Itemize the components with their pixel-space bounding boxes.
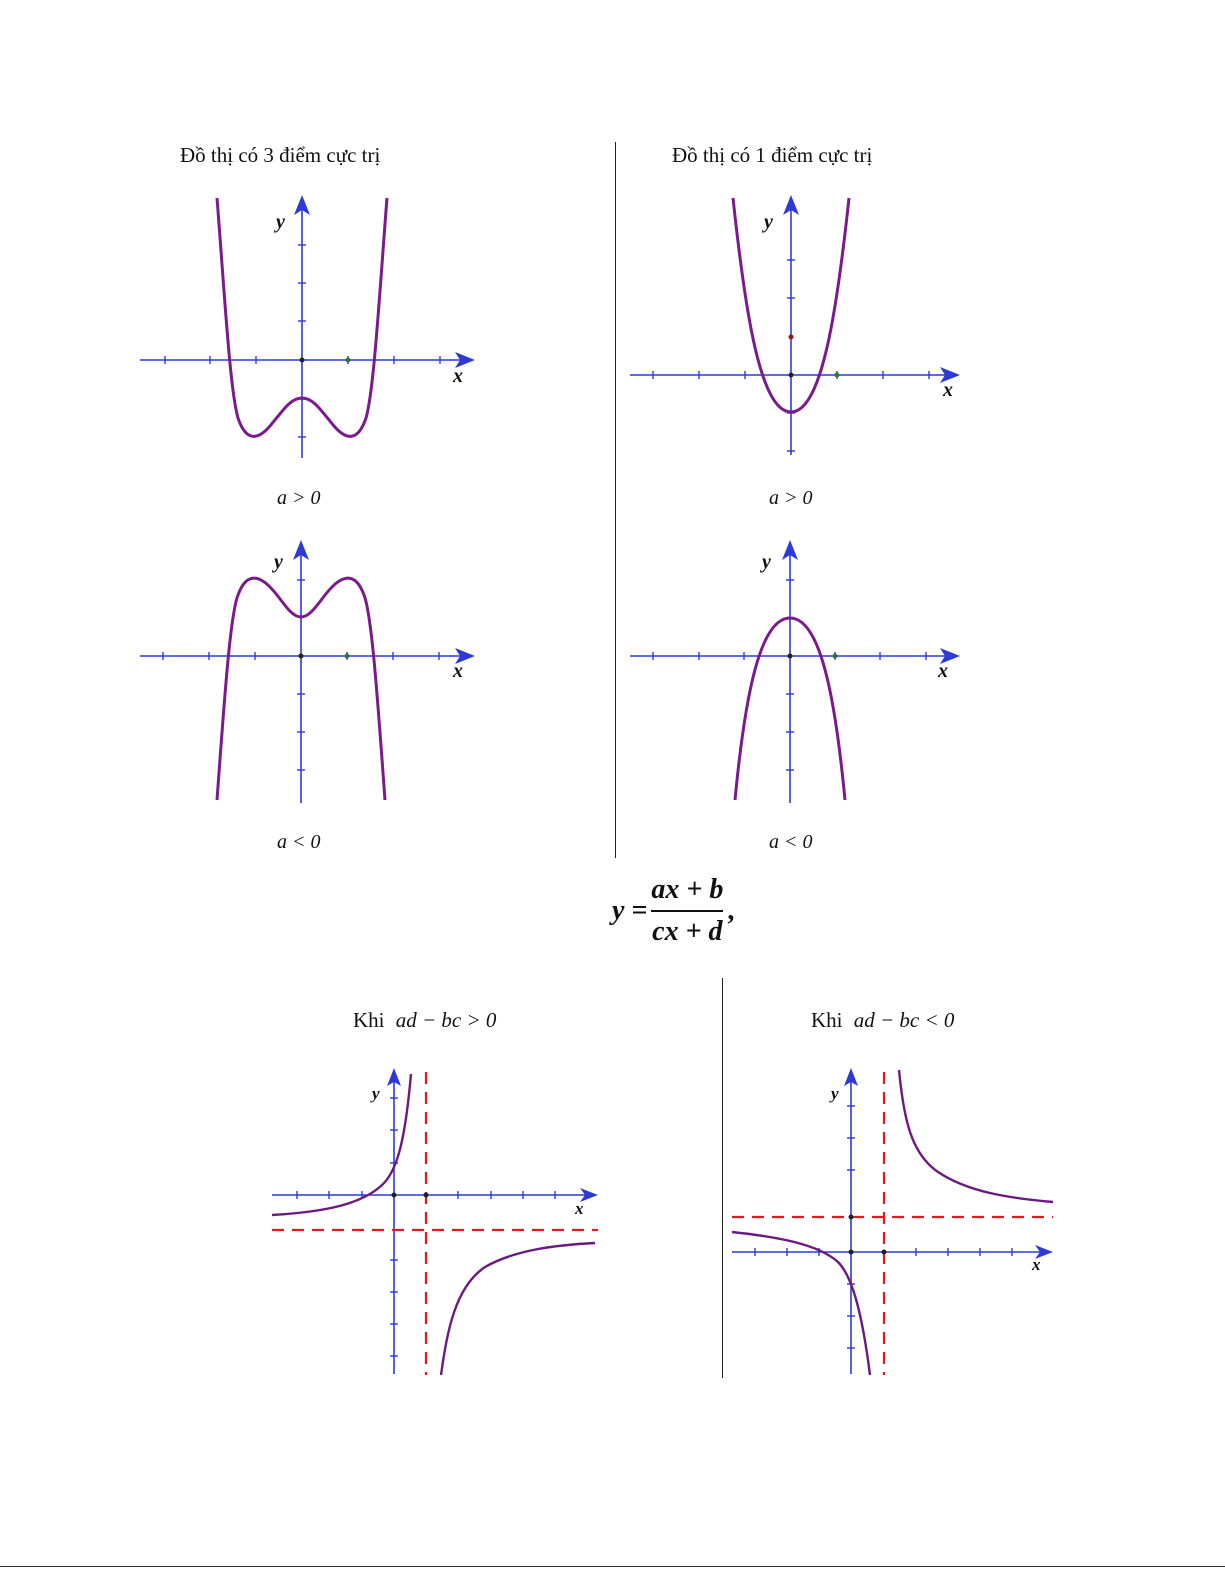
unit-point-dot (835, 373, 840, 378)
origin-dot (789, 373, 794, 378)
formula-numerator: ax + b (651, 874, 724, 905)
heading-condition: ad − bc > 0 (395, 1008, 497, 1032)
page-bottom-rule (0, 1566, 1225, 1567)
y-axis-label: y (762, 551, 771, 573)
heading-prefix: Khi (353, 1008, 385, 1032)
heading-three-extrema: Đồ thị có 3 điểm cực trị (180, 143, 381, 167)
condition-a-positive-right: a > 0 (769, 487, 813, 509)
graph-hyperbola-ad-bc-negative (728, 1062, 1068, 1377)
heading-ad-bc-positive (353, 1008, 496, 1033)
y-axis-label: y (831, 1084, 839, 1103)
y-axis-label: y (276, 211, 285, 233)
origin-dot (299, 654, 304, 659)
hyperbola-right-branch (899, 1070, 1053, 1202)
condition-a-negative-right: a < 0 (769, 831, 813, 853)
y-axis-label: y (274, 551, 283, 573)
hyperbola-right-branch (441, 1243, 595, 1375)
heading-condition: ad − bc < 0 (853, 1008, 955, 1032)
formula-lhs: y = (612, 895, 648, 926)
heading-ad-bc-negative (811, 1008, 954, 1033)
x-axis-label: x (453, 660, 463, 682)
condition-a-positive-left: a > 0 (277, 487, 321, 509)
x-axis-label: x (575, 1199, 584, 1218)
hyperbola-left-branch (272, 1074, 411, 1215)
unit-point-dot (345, 654, 350, 659)
graph-one-extremum-a-negative (620, 535, 980, 810)
graph-one-extremum-a-positive (620, 190, 980, 470)
origin-dot (300, 358, 305, 363)
heading-one-extremum: Đồ thị có 1 điểm cực trị (672, 143, 873, 167)
fraction-bar (651, 910, 723, 912)
y-axis-label: y (372, 1084, 380, 1103)
x-axis-label: x (943, 379, 953, 401)
condition-a-negative-left: a < 0 (277, 831, 321, 853)
asymptote-intersection-dot (849, 1215, 854, 1220)
graph-three-extrema-a-positive (130, 190, 490, 470)
column-divider-bottom (722, 978, 723, 1378)
heading-prefix: Khi (811, 1008, 843, 1032)
origin-dot (392, 1193, 397, 1198)
unit-point-dot (833, 654, 838, 659)
y-axis-label: y (764, 211, 773, 233)
graph-hyperbola-ad-bc-positive (265, 1062, 605, 1377)
formula-denominator: cx + d (652, 916, 723, 947)
origin-dot (849, 1250, 854, 1255)
rational-function-formula (612, 874, 734, 948)
x-axis-label: x (453, 365, 463, 387)
graph-three-extrema-a-negative (130, 535, 490, 810)
y-point-dot (789, 335, 794, 340)
origin-dot (788, 654, 793, 659)
asymptote-point-dot (882, 1250, 887, 1255)
x-axis-label: x (938, 660, 948, 682)
formula-fraction (651, 874, 723, 948)
column-divider-top (615, 142, 616, 858)
unit-point-dot (346, 358, 351, 363)
formula-trailing-comma: , (727, 895, 735, 926)
asymptote-point-dot (424, 1193, 429, 1198)
x-axis-label: x (1032, 1255, 1041, 1274)
